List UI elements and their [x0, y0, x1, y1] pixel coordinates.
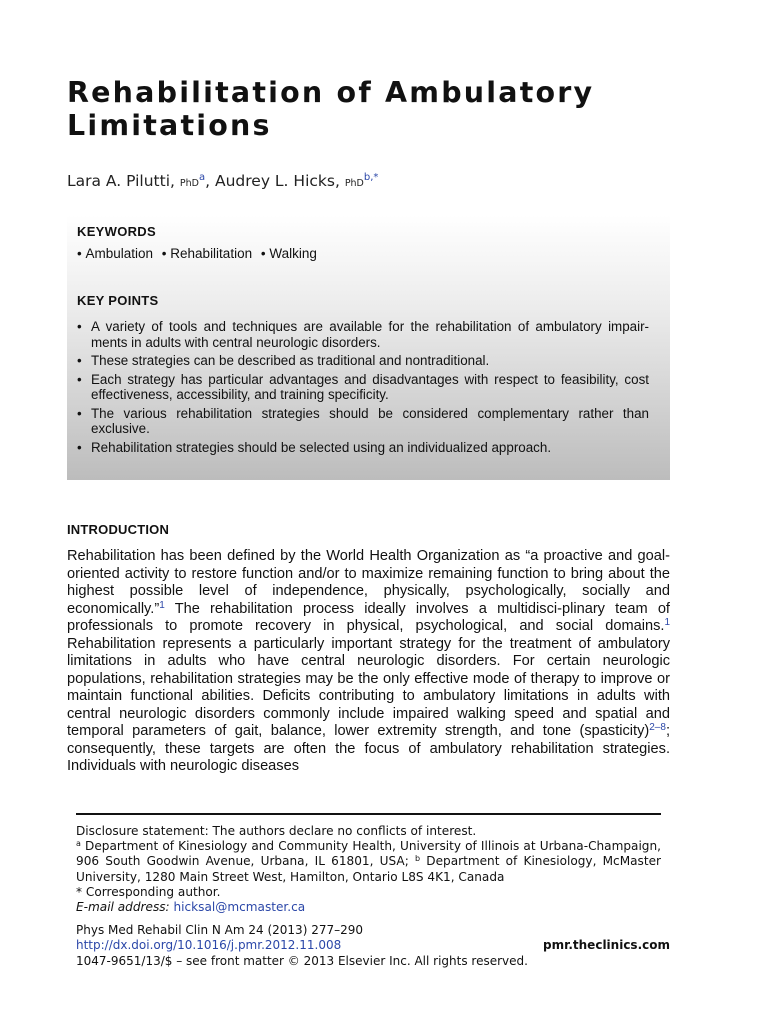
- disclosure-statement: Disclosure statement: The authors declare no conflicts of interest.: [76, 824, 477, 838]
- key-point-item: • Each strategy has particular advantages and disadvantages with respect to feasibility, cost effectiveness, accessibility, and training specificity.: [77, 372, 649, 403]
- body-text-segment: Rehabilitation represents a particularly important strategy for the treatment of ambulatory limitations in adults who have central neurologic disorders. For certain neurologic populations, rehabilitation strategies may be the only effective mode of therapy to improve or maintain functional abilities. Deficits contributing to ambulatory limitations in adults with central neurologic disorders commonly include impaired walking speed and spatial and temporal parameters of gait, balance, lower extremity strength, and tone (spasticity): [67, 635, 670, 739]
- affiliation-a: Department of Kinesiology and Community Health, University of Illinois at Urbana-Champaign, 906 South Goodwin Avenue, Urbana, IL 61801, USA;: [76, 839, 661, 869]
- citation-block: [76, 923, 670, 969]
- keywords-list: [77, 246, 322, 261]
- introduction-heading: INTRODUCTION: [67, 522, 170, 537]
- reference-link[interactable]: 1: [159, 599, 165, 611]
- email-line: [76, 900, 661, 915]
- author-separator: ,: [205, 172, 211, 190]
- body-text-segment: Rehabilitation has been defined by the World Health Organization as “a proactive and goal-oriented activity to restore function and/or to maximize remaining function to bring about the highest possible level of independence, physically, psychologically, socially and economically.”: [67, 548, 670, 617]
- affiliation-mark: a: [76, 839, 81, 849]
- affiliation-mark[interactable]: b,*: [363, 172, 379, 183]
- key-point-item: • These strategies can be described as traditional and nontraditional.: [77, 353, 649, 369]
- introduction-paragraph: [67, 548, 670, 776]
- reference-link[interactable]: 1: [664, 617, 670, 628]
- keywords-heading: KEYWORDS: [77, 224, 156, 239]
- keywords-keypoints-box: [67, 215, 670, 480]
- body-text-segment: ; consequently, these targets are often the focus of ambulatory rehabilitation strategies. Individuals with neurologic diseases: [67, 723, 670, 774]
- article-title: Rehabilitation of Ambulatory Limitations: [67, 76, 595, 142]
- affiliation-mark[interactable]: a: [198, 172, 206, 183]
- journal-site[interactable]: pmr.theclinics.com: [543, 938, 670, 952]
- key-points-heading: KEY POINTS: [77, 293, 159, 308]
- body-text-segment: The rehabilitation process ideally involves a multidisci-plinary team of professionals to promote recovery in physical, psychological, and social domains.: [67, 600, 670, 634]
- affiliation-b: Department of Kinesiology, McMaster University, 1280 Main Street West, Hamilton, Ontario L8S 4K1, Canada: [76, 854, 662, 884]
- author-name: Audrey L. Hicks,: [214, 172, 340, 190]
- affiliations: [76, 839, 661, 885]
- key-points-list: [77, 319, 649, 458]
- keyword-item: • Ambulation: [77, 246, 153, 261]
- footnotes: [76, 824, 661, 915]
- author-name: Lara A. Pilutti,: [67, 172, 175, 190]
- key-point-item: • The various rehabilitation strategies should be considered complementary rather than exclusive.: [77, 406, 649, 437]
- keyword-item: • Rehabilitation: [162, 246, 252, 261]
- corresponding-author: * Corresponding author.: [76, 884, 221, 899]
- author-degree: PhD: [179, 178, 199, 189]
- footnote-divider: [76, 813, 661, 815]
- doi-link[interactable]: http://dx.doi.org/10.1016/j.pmr.2012.11.008: [76, 938, 342, 953]
- affiliation-mark: b: [414, 854, 421, 864]
- journal-reference: Phys Med Rehabil Clin N Am 24 (2013) 277–290: [76, 923, 363, 937]
- email-label: E-mail address:: [76, 900, 170, 915]
- email-link[interactable]: hicksal@mcmaster.ca: [173, 900, 306, 915]
- keyword-item: • Walking: [261, 246, 317, 261]
- author-degree: PhD: [344, 178, 364, 189]
- key-point-item: • Rehabilitation strategies should be selected using an individualized approach.: [77, 440, 649, 456]
- author-line: [67, 172, 378, 190]
- reference-link[interactable]: 2–8: [649, 722, 666, 733]
- key-point-item: • A variety of tools and techniques are available for the rehabilitation of ambulatory impair-ments in adults with central neurologic disorders.: [77, 319, 649, 350]
- copyright-line: 1047-9651/13/$ – see front matter © 2013 Elsevier Inc. All rights reserved.: [76, 953, 528, 968]
